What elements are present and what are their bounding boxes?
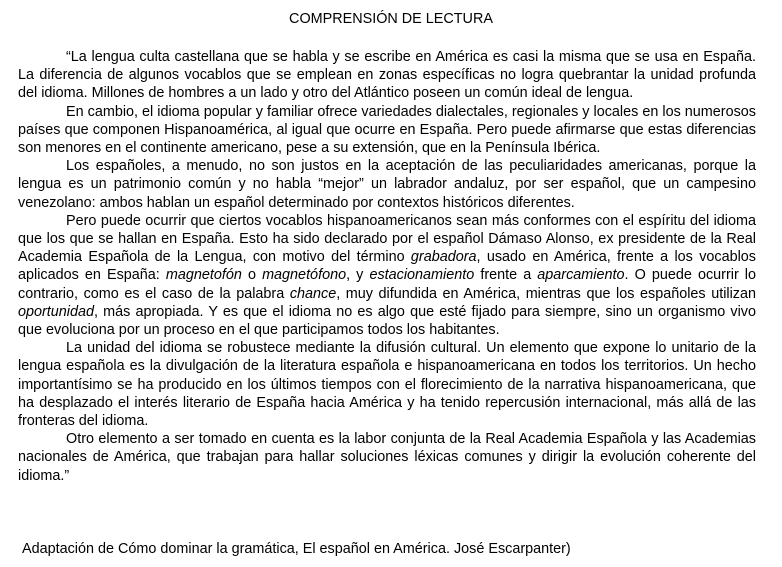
italic-term: chance bbox=[289, 285, 337, 302]
paragraph-4 bbox=[18, 212, 756, 339]
italic-term: oportunidad bbox=[18, 303, 95, 320]
paragraph-1 bbox=[18, 48, 756, 103]
text-run: frente a bbox=[474, 267, 538, 284]
italic-term: magnetofón bbox=[165, 267, 242, 284]
text-run: , usado en América, frente a los vocablos aplicados en España: bbox=[18, 249, 756, 284]
italic-term: magnetófono bbox=[262, 267, 347, 284]
text-run: Los españoles, a menudo, no son justos en la aceptación de las peculiaridades americanas, porque la lengua es un patrimonio común y no habla “mejor” un labrador andaluz, por ser español, que un campesino venezolano: ambos hablan un español determinado por contextos históricos diferentes. bbox=[18, 158, 756, 211]
italic-term: aparcamiento bbox=[537, 267, 625, 284]
document-title: COMPRENSIÓN DE LECTURA bbox=[289, 11, 493, 27]
text-run: , más apropiada. Y es que el idioma no es algo que esté fijado para siempre, sino un organismo vivo que evoluciona por un proceso en el que participamos todos los habitantes. bbox=[18, 303, 756, 339]
reading-text bbox=[18, 48, 756, 485]
text-run: , y bbox=[346, 267, 370, 284]
text-run: En cambio, el idioma popular y familiar ofrece variedades dialectales, regionales y locales en los numerosos países que componen Hispanoamérica, al igual que ocurre en España. Pero puede afirmarse que estas diferencias son menores en el continente americano, pese a su extensión, que en la Península Ibérica. bbox=[18, 103, 756, 157]
text-run: Pero puede ocurrir que ciertos vocablos hispanoamericanos sean más conformes con el espíritu del idioma que los que se hallan en España. Esto ha sido declarado por el español Dámaso Alonso, ex presidente de la Real Academia Española de la Lengua, con motivo del término bbox=[18, 212, 756, 266]
text-run: “La lengua culta castellana que se habla y se escribe en América es casi la misma que se usa en España. La diferencia de algunos vocablos que se emplean en zonas específicas no logra quebrantar la unidad profunda del idioma. Millones de hombres a un lado y otro del Atlántico poseen un común ideal de lengua. bbox=[18, 49, 756, 102]
paragraph-5 bbox=[18, 339, 756, 430]
paragraph-6 bbox=[18, 430, 756, 485]
paragraph-3 bbox=[18, 157, 756, 212]
text-run: Otro elemento a ser tomado en cuenta es la labor conjunta de la Real Academia Española y las Academias nacionales de América, que trabajan para hallar soluciones léxicas comunes y dirigir la evolución coherente del idioma.” bbox=[18, 431, 756, 484]
italic-term: grabadora bbox=[410, 249, 477, 266]
text-run: . O puede ocurrir lo contrario, como es el caso de la palabra bbox=[18, 267, 757, 302]
text-run: , muy difundida en América, mientras que los españoles utilizan bbox=[336, 285, 756, 302]
italic-term: estacionamiento bbox=[369, 267, 475, 284]
text-run: La unidad del idioma se robustece mediante la difusión cultural. Un elemento que expone lo unitario de la lengua española es la divulgación de la literatura española e hispanoamericana en todos los territorios. Un hecho importantísimo se ha producido en los últimos tiempos con el florecimiento de la narrativa hispanoamericana, que ha desplazado el interés literario de España hacia América y ha tenido repercusión internacional, más allá de las fronteras del idioma. bbox=[18, 340, 756, 430]
source-citation: Adaptación de Cómo dominar la gramática, El español en América. José Escarpanter) bbox=[22, 541, 571, 557]
paragraph-2 bbox=[18, 103, 756, 158]
text-run: o bbox=[241, 267, 263, 284]
